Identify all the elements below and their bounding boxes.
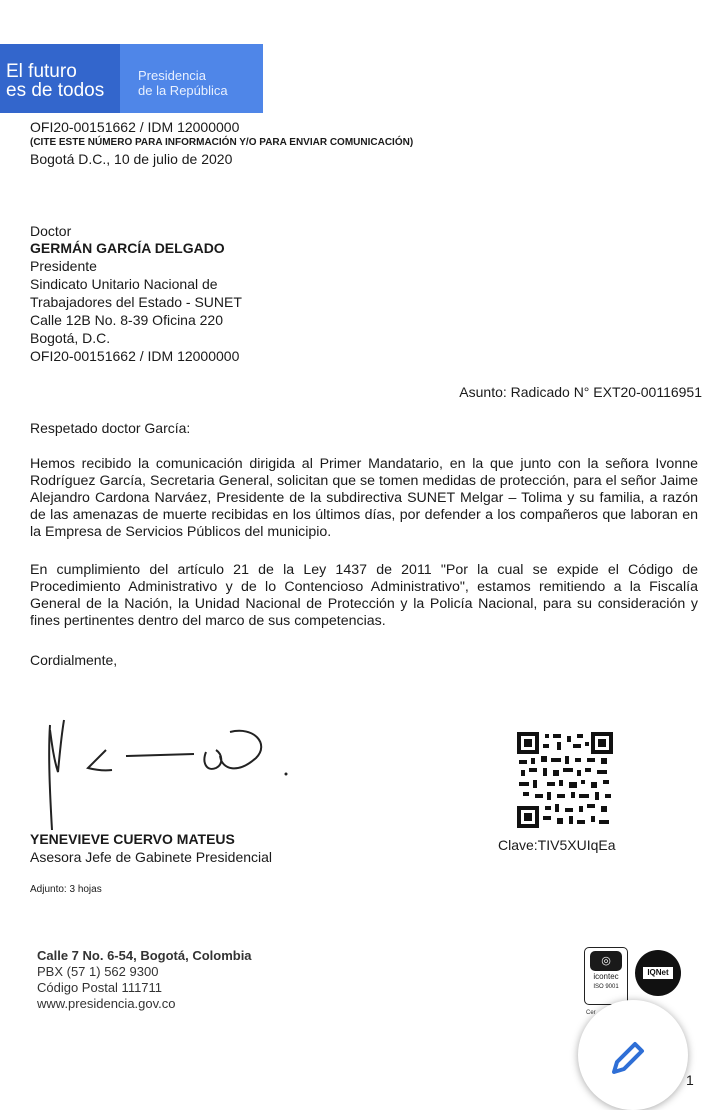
- slogan-line-1: El futuro: [6, 61, 77, 82]
- icontec-certification-logo: [584, 947, 628, 1005]
- presidency-line-1: Presidencia: [138, 68, 206, 83]
- iqnet-certification-logo: [635, 950, 681, 996]
- recipient-role: Presidente: [30, 258, 97, 274]
- header-reference: OFI20-00151662 / IDM 12000000: [30, 119, 240, 135]
- footer-pbx: PBX (57 1) 562 9300: [37, 964, 159, 979]
- qr-key: Clave:TIV5XUIqEa: [498, 837, 616, 853]
- presidency-line-2: de la República: [138, 83, 228, 98]
- body-paragraph-2: En cumplimiento del artículo 21 de la Ley 1437 de 2011 "Por la cual se expide el Código de Procedimiento Administrativo y de lo Contencioso Administrativo", estamos remitiendo a la Fiscalía General de la Nación, la Unidad Nacional de Protección y la Policía Nacional, para su consideración y fines pertinentes dentro del marco de sus competencias.: [30, 562, 698, 629]
- closing: Cordialmente,: [30, 652, 118, 668]
- banner-presidency: [120, 44, 263, 113]
- icontec-icon: ◎: [590, 951, 622, 971]
- signature: [34, 700, 304, 835]
- icontec-label: icontec: [593, 972, 619, 981]
- pencil-icon: [608, 1038, 648, 1078]
- recipient-city: Bogotá, D.C.: [30, 330, 111, 346]
- edit-fab-button[interactable]: [578, 1000, 688, 1110]
- iqnet-label: IQNet: [643, 967, 673, 979]
- presidency-banner: [0, 44, 263, 113]
- cite-note: (CITE ESTE NÚMERO PARA INFORMACIÓN Y/O PARA ENVIAR COMUNICACIÓN): [30, 137, 414, 148]
- page-number: 1: [686, 1072, 694, 1088]
- recipient-address: Calle 12B No. 8-39 Oficina 220: [30, 312, 223, 328]
- qr-code: [517, 732, 613, 828]
- footer-contact: [37, 948, 252, 1012]
- recipient-name: GERMÁN GARCÍA DELGADO: [30, 240, 225, 256]
- cert-text-cut: Cer: [586, 1010, 596, 1016]
- signer-name: YENEVIEVE CUERVO MATEUS: [30, 831, 235, 847]
- body-paragraph-1: Hemos recibido la comunicación dirigida al Primer Mandatario, en la que junto con la señora Ivonne Rodríguez García, Secretaria General, solicitan que se tomen medidas de protección, para el señor Jaime Alejandro Cardona Narváez, Presidente de la subdirectiva SUNET Melgar – Tolima y su familia, a razón de las amenazas de muerte recibidas en los últimos días, por defender a los compañeros que laboran en la Empresa de Servicios Públicos del municipio.: [30, 456, 698, 540]
- recipient-org-line-2: Trabajadores del Estado - SUNET: [30, 294, 242, 310]
- footer-postal-code: Código Postal 111711: [37, 980, 163, 995]
- iso-label: ISO 9001: [593, 984, 619, 990]
- letter-date: Bogotá D.C., 10 de julio de 2020: [30, 151, 233, 167]
- footer-address: Calle 7 No. 6-54, Bogotá, Colombia: [37, 948, 252, 963]
- slogan-line-2: es de todos: [6, 80, 105, 101]
- signer-role: Asesora Jefe de Gabinete Presidencial: [30, 849, 273, 865]
- attachment-note: Adjunto: 3 hojas: [30, 884, 102, 895]
- banner-slogan: [0, 44, 120, 113]
- recipient-title: Doctor: [30, 223, 72, 239]
- greeting: Respetado doctor García:: [30, 420, 191, 436]
- recipient-org-line-1: Sindicato Unitario Nacional de: [30, 276, 218, 292]
- subject-line: Asunto: Radicado N° EXT20-00116951: [459, 384, 702, 400]
- footer-website[interactable]: www.presidencia.gov.co: [37, 996, 176, 1011]
- recipient-reference: OFI20-00151662 / IDM 12000000: [30, 348, 240, 364]
